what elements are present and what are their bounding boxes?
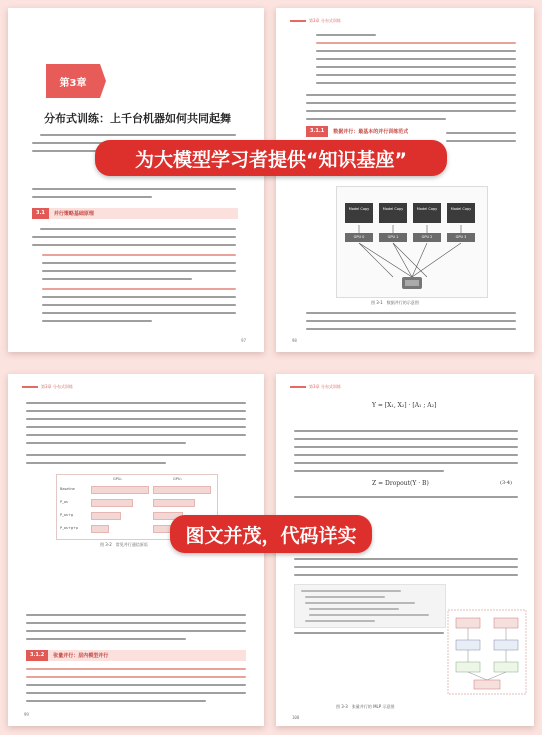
equation-number: (3-4) xyxy=(500,480,512,486)
table-bar xyxy=(91,512,121,520)
gpu-box: GPU 3 xyxy=(447,233,475,242)
table-col-header: GPU₁ xyxy=(173,477,182,481)
page-number: 97 xyxy=(241,338,246,343)
database-icon xyxy=(400,275,424,291)
code-block xyxy=(294,584,446,628)
running-header: 第3章 分布式训练 xyxy=(290,18,341,24)
model-copy: Model Copy xyxy=(413,203,441,223)
table-row-label: P_os+g xyxy=(60,513,73,517)
page-number: 98 xyxy=(292,338,297,343)
page-number: 99 xyxy=(24,712,29,717)
table-bar xyxy=(153,486,211,494)
model-copy: Model Copy xyxy=(379,203,407,223)
table-bar xyxy=(153,525,171,533)
figure-caption: 图 3-1 数据并行的示意图 xyxy=(371,300,419,305)
table-bar xyxy=(91,525,109,533)
figure-caption: 图 3-2 常见并行通信原语 xyxy=(100,542,148,547)
data-parallel-figure xyxy=(336,186,488,298)
formula-top: Y = [X₁, X₂] · [A₁ ; A₂] xyxy=(372,402,437,409)
chapter-badge: 第3章 xyxy=(46,64,100,98)
model-copy: Model Copy xyxy=(345,203,373,223)
chapter-title: 分布式训练：上千台机器如何共同起舞 xyxy=(44,112,231,125)
table-row-label: P_os xyxy=(60,500,68,504)
section-heading: 3.1.2 张量并行：层内模型并行 xyxy=(26,650,246,661)
running-header: 第3章 分布式训练 xyxy=(290,384,341,390)
book-page-data-parallel xyxy=(276,8,534,352)
table-row-label: Baseline xyxy=(60,487,75,491)
gpu-box: GPU 2 xyxy=(413,233,441,242)
table-row-label: P_os+g+p xyxy=(60,526,79,530)
model-copy: Model Copy xyxy=(447,203,475,223)
gpu-box: GPU 1 xyxy=(379,233,407,242)
section-heading: 3.1.1 数据并行：最基本的并行训练范式 xyxy=(306,126,426,137)
figure-caption: 图 3-3 张量并行的 MLP 示意图 xyxy=(336,704,395,709)
table-bar xyxy=(153,499,195,507)
section-heading: 3.1 并行策略基础原理 xyxy=(32,208,238,219)
table-bar xyxy=(91,499,133,507)
table-bar xyxy=(91,486,149,494)
promo-banner-top: 为大模型学习者提供“知识基座” xyxy=(95,140,447,176)
running-header: 第3章 分布式训练 xyxy=(22,384,73,390)
table-col-header: GPU₀ xyxy=(113,477,122,481)
page-number: 100 xyxy=(292,715,300,720)
gpu-box: GPU 0 xyxy=(345,233,373,242)
formula-mid: Z = Dropout(Y · B) xyxy=(372,480,429,487)
book-page-chapter-opening xyxy=(8,8,264,352)
promo-banner-bottom: 图文并茂，代码详实 xyxy=(170,515,372,553)
mlp-diagram xyxy=(446,608,528,698)
